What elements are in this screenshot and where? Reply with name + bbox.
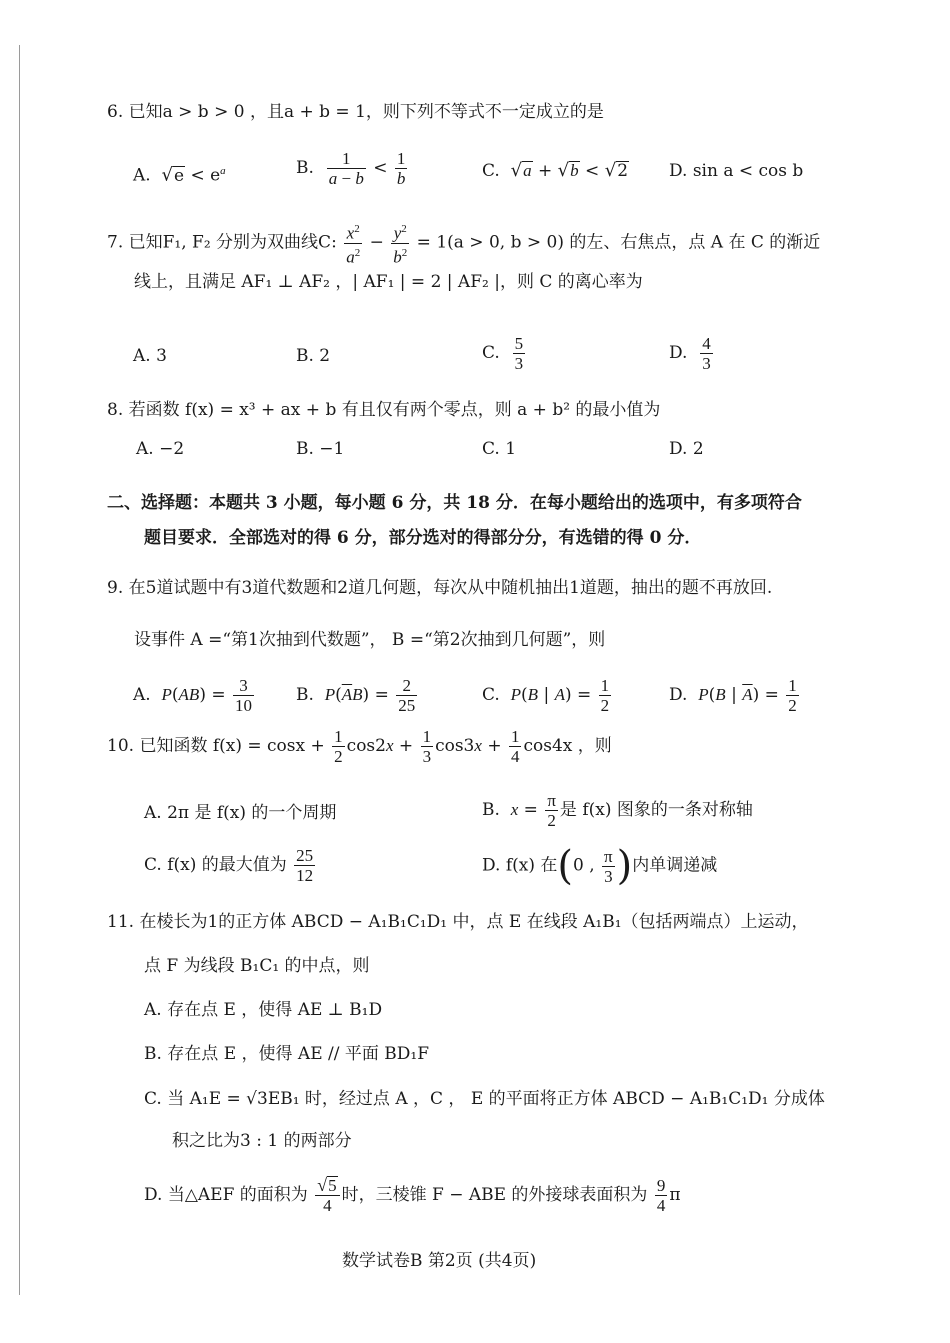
page-footer: 数学试卷B 第2页 (共4页) [342,1251,537,1271]
q9-stem-line1: 9. 在5道试题中有3道代数题和2道几何题，每次从中随机抽出1道题，抽出的题不再放回. [107,578,773,598]
q11-option-c-line2: 积之比为3 : 1 的两部分 [172,1131,352,1151]
q10-option-b: B. x = $\frac{\pi}{2}$ 是 f(x) 图象的一条对称轴 [482,791,753,830]
q6-option-b: B. $\frac{1}{a - b}$ < $\frac{1}{b}$ [296,149,406,188]
q9-option-d: D. P(B | $\overline{A}$) = $\frac{1}{2}$ [669,676,797,715]
q6-option-d: D. sin a < cos b [669,161,804,181]
q10-option-c: C. f(x) 的最大值为 $\frac{25}{12}$ [144,846,314,885]
q9-option-c: C. P(B | A) = $\frac{1}{2}$ [482,676,610,715]
q11-stem-line1: 11. 在棱长为1的正方体 ABCD − A₁B₁C₁D₁ 中，点 E 在线段 A₁B₁（包括两端点）上运动， [107,912,809,932]
q7-option-c: C. $\frac{5}{3}$ [482,334,524,373]
q10-option-d: D. f(x) 在(0 , $\frac{\pi}{3}$ )内单调递减 [482,843,718,889]
q10-stem: 10. 已知函数 f(x) = cosx + $\frac{1}{2}$ cos2x + $\frac{1}{3}$ cos3x + $\frac{1}{4}$ cos4x ，则 [107,727,612,766]
q8-option-d: D. 2 [669,439,704,459]
section2-heading-line2: 题目要求．全部选对的得 6 分，部分选对的得部分分，有选错的得 0 分． [144,528,702,548]
q7-option-d: D. $\frac{4}{3}$ [669,334,711,373]
q11-option-c-line1: C. 当 A₁E = √3EB₁ 时，经过点 A ，C ， E 的平面将正方体 ABCD − A₁B₁C₁D₁ 分成体 [144,1089,825,1109]
q8-option-a: A. −2 [136,439,185,459]
q10-option-a: A. 2π 是 f(x) 的一个周期 [144,803,337,823]
q7-stem-line2: 线上，且满足 AF₁ ⊥ AF₂ ，| AF₁ | = 2 | AF₂ |，则 C 的离心率为 [134,272,643,292]
q11-option-d: D. 当△AEF 的面积为 $\frac{√5}{4}$ 时，三棱锥 F − ABE 的外接球表面积为 $\frac{9}{4}$ π [144,1175,681,1215]
q8-option-c: C. 1 [482,439,517,459]
q9-stem-line2: 设事件 A =“第1次抽到代数题”， B =“第2次抽到几何题”，则 [134,630,606,650]
binding-margin-line [19,45,20,1295]
q7-option-b: B. 2 [296,346,331,366]
q11-stem-line2: 点 F 为线段 B₁C₁ 的中点，则 [144,956,370,976]
q8-option-b: B. −1 [296,439,345,459]
q6-stem: 6. 已知a > b > 0 ，且a + b = 1，则下列不等式不一定成立的是 [107,102,604,122]
section2-heading-line1: 二、选择题：本题共 3 小题，每小题 6 分，共 18 分．在每小题给出的选项中，有多项符合 [107,493,802,513]
q9-option-a: A. P(AB) = $\frac{3}{10}$ [133,676,252,715]
q11-option-a: A. 存在点 E ，使得 AE ⊥ B₁D [144,1000,383,1020]
q7-option-a: A. 3 [133,346,167,366]
q6-option-c: C. √a + √b < √2 [482,160,629,181]
q7-stem-line1: 7. 已知F₁, F₂ 分别为双曲线C: $\frac{x^2}{a^2}$ − $\frac{y^2}{b^2}$ = 1(a > 0, b > 0) 的左、右焦点，点 A 在 C 的渐近 [107,220,820,266]
q9-option-b: B. $P(\overline{A}B)$ = $\frac{2}{25}$ [296,676,416,715]
q6-option-a: A. $√e < e^a$ [133,164,226,186]
q8-stem: 8. 若函数 f(x) = x³ + ax + b 有且仅有两个零点，则 a + b² 的最小值为 [107,400,661,420]
q11-option-b: B. 存在点 E ，使得 AE // 平面 BD₁F [144,1044,430,1064]
